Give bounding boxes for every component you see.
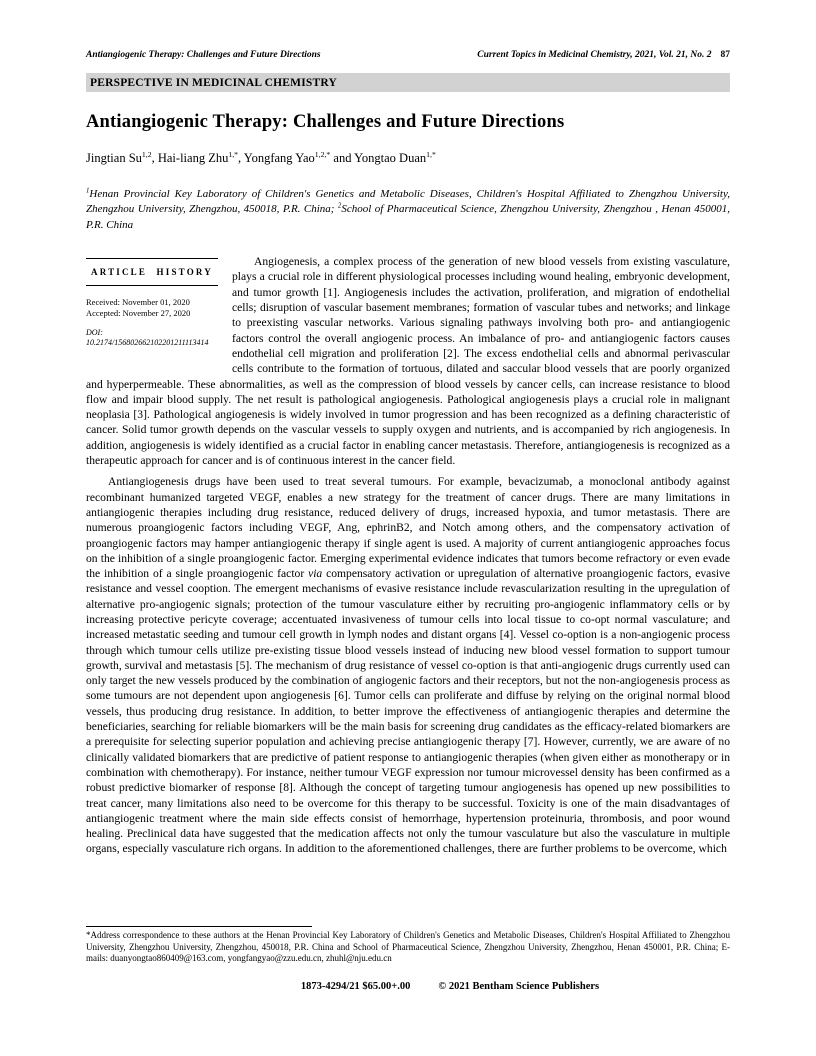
authors-line: Jingtian Su$^{1,2}$, Hai-liang Zhu$^{1,*}$, Yongfang Yao$^{1,2,*}$ and Yongtao Duan$^{1,*}$ [86,149,436,165]
received-date: Received: November 01, 2020 [86,297,190,308]
footer-copyright: © 2021 Bentham Science Publishers [438,981,600,992]
article-body [86,254,730,857]
body-paragraph: Antiangiogenesis drugs have been used to treat several tumours. For example, bevacizumab, a monoclonal antibody against recombinant humanized targeted VEGF, enables a new strategy for the treatment of cancer drugs. There are many limitations in antiangiogenic therapies including drug resistance, reduced delivery of drugs, increased hypoxia, and tumor metastasis. There are numerous proangiogenic factors including VEGF, Ang, ephrinB2, and Notch among others, and the compensatory activation of proangiogenic factors may hamper antiangiogenic therapy if single agent is used. A majority of current antiangiogenic approaches focus on the inhibition of a single proangiogenic factor. Emerging experimental evidence indicates that tumors become refractory or even evade the inhibition of a single proangiogenic factor via compensatory activation or upregulation of alternative proangiogenic factors, evasive resistance and vessel cooption. The emergent mechanisms of evasive resistance include revascularization resulting in the upregulation of alternative pro-angiogenic signals; protection of the tumour vasculature either by recruiting pro-angiogenic inflammatory cells or by increasing protective pericyte coverage; accentuated invasiveness of tumour cells into local tissue to co-opt normal vasculature; and increased metastatic seeding and tumour cell growth in lymph nodes and distant organs [4]. Vessel co-option is a non-angiogenic process through which tumour cells utilize pre-existing tissue blood vessels instead of inducing new blood vessel formation to support tumour growth, survival and metastasis [5]. The mechanism of drug resistance of vessel co-option is that anti-angiogenic drugs currently used can only target the new vessels produced by the combination of angiogenic factors and their receptors, but not the non-angiogenesis process as some tumours are not dependent upon angiogenesis [6]. Tumor cells can proliferate and diffuse by relying on the original normal blood vessels, thus producing drug resistance. In addition, to better improve the effectiveness of antiangiogenic therapies and determine the beneficiaries, searching for reliable biomarkers will be the main basis for screening drug candidates as the efficacy-related biomarkers are a prerequisite for selecting superior population and achieving precise antiangiogenic therapy [7]. However, currently, we are aware of no clinically validated biomarkers that are predictive of patient response to antiangiogenic therapies (when given either as monotherapy or in combination with chemotherapy). For instance, neither tumour VEGF expression nor tumour microvessel density has been confirmed as a robust predictive biomarker of response [8]. Although the concept of targeting tumour angiogenesis has opened up new possibilities to treat cancer, many limitations also need to be overcome for this therapy to be successful. Toxicity is one of the main disadvantages of antiangiogenic treatment where the main side effects consist of hemorrhage, hypertension proteinuria, thrombosis, and poor wound healing. Preclinical data have suggested that the medication affects not only the tumour vasculature but also the vasculature in multiple organs, especially vasculature rich organs. In addition to the aforementioned challenges, there are further problems to be overcome, which [86,475,730,856]
doi-label: DOI: [86,328,103,338]
correspondence-footnote [86,926,730,965]
article-doi [86,328,218,348]
page-number: 87 [720,50,730,60]
article-history-heading: ARTICLE HISTORY [86,258,218,286]
running-head [86,0,730,60]
footnote-text: *Address correspondence to these authors at the Henan Provincial Key Laboratory of Children's Genetics and Metabolic Diseases, Children's Hospital Affiliated to Zhengzhou University, Zhengzhou University, Zhengzhou, 450018, P.R. China and School of Pharmaceutical Science, Zhengzhou University, Zhengzhou, Henan 450001, P.R. China; E-mails: duanyongtao860409@163.com, yongfangyao@zzu.edu.cn, zhuhl@nju.edu.cn [86,930,730,963]
page-footer [128,981,772,992]
running-head-journal [477,50,730,60]
footer-issn-price: 1873-4294/21 $65.00+.00 [300,981,411,992]
section-banner: PERSPECTIVE IN MEDICINAL CHEMISTRY [86,73,730,92]
running-head-title: Antiangiogenic Therapy: Challenges and Future Directions [86,50,321,60]
article-history-dates [86,297,218,319]
accepted-date: Accepted: November 27, 2020 [86,308,191,319]
footnote-divider [86,926,312,927]
page-content [86,0,730,857]
article-title: Antiangiogenic Therapy: Challenges and Future Directions [86,112,565,132]
journal-citation: Current Topics in Medicinal Chemistry, 2021, Vol. 21, No. 2 [477,50,712,60]
doi-value: 10.2174/156802662102201211113414 [86,338,209,348]
abstract-paragraph: Angiogenesis, a complex process of the generation of new blood vessels from existing vasculature, plays a crucial role in different physiological processes including wound healing, embryonic development, and tumor growth [1]. Angiogenesis includes the activation, proliferation, and migration of endothelial cells; disruption of vascular basement membranes; formation of vascular tubes and networks; and linkage to preexisting vascular networks. Various signaling pathways involving both pro- and antiangiogenic factors control the overall angiogenic process. An imbalance of pro- and antiangiogenic factors causes endothelial cell migration and proliferation [2]. The excess endothelial cells and abnormal perivascular cells contribute to the formation of tortuous, dilated and saccular blood vessels that are poorly organized and hyperpermeable. These abnormalities, as well as the compression of blood vessels by cancer cells, can increase resistance to blood flow and impair blood supply. The net result is pathological angiogenesis. Pathological angiogenesis plays a crucial role in malignant neoplasia [3]. Pathological angiogenesis is widely involved in tumor progression and has been recognized as a defining characteristic of cancer. Solid tumor growth depends on the vascular vessels to supply oxygen and nutrients, and is accompanied by rich angiogenesis. In addition, angiogenesis is widely identified as a crucial factor in enabling cancer metastasis. Therefore, antiangiogenesis is recognized as a therapeutic approach for cancer and is of continuous interest in the cancer field. [86,255,730,468]
article-history-box [86,258,218,362]
affiliation: $^1$Henan Provincial Key Laboratory of Children's Genetics and Metabolic Diseases, Children's Hospital Affiliated to Zhengzhou University, Zhengzhou University, Zhengzhou, 450018, P.R. China; $^2$School of Pharmaceutical Science, Zhengzhou University, Zhengzhou , Henan 450001, P.R. China [86,187,730,231]
